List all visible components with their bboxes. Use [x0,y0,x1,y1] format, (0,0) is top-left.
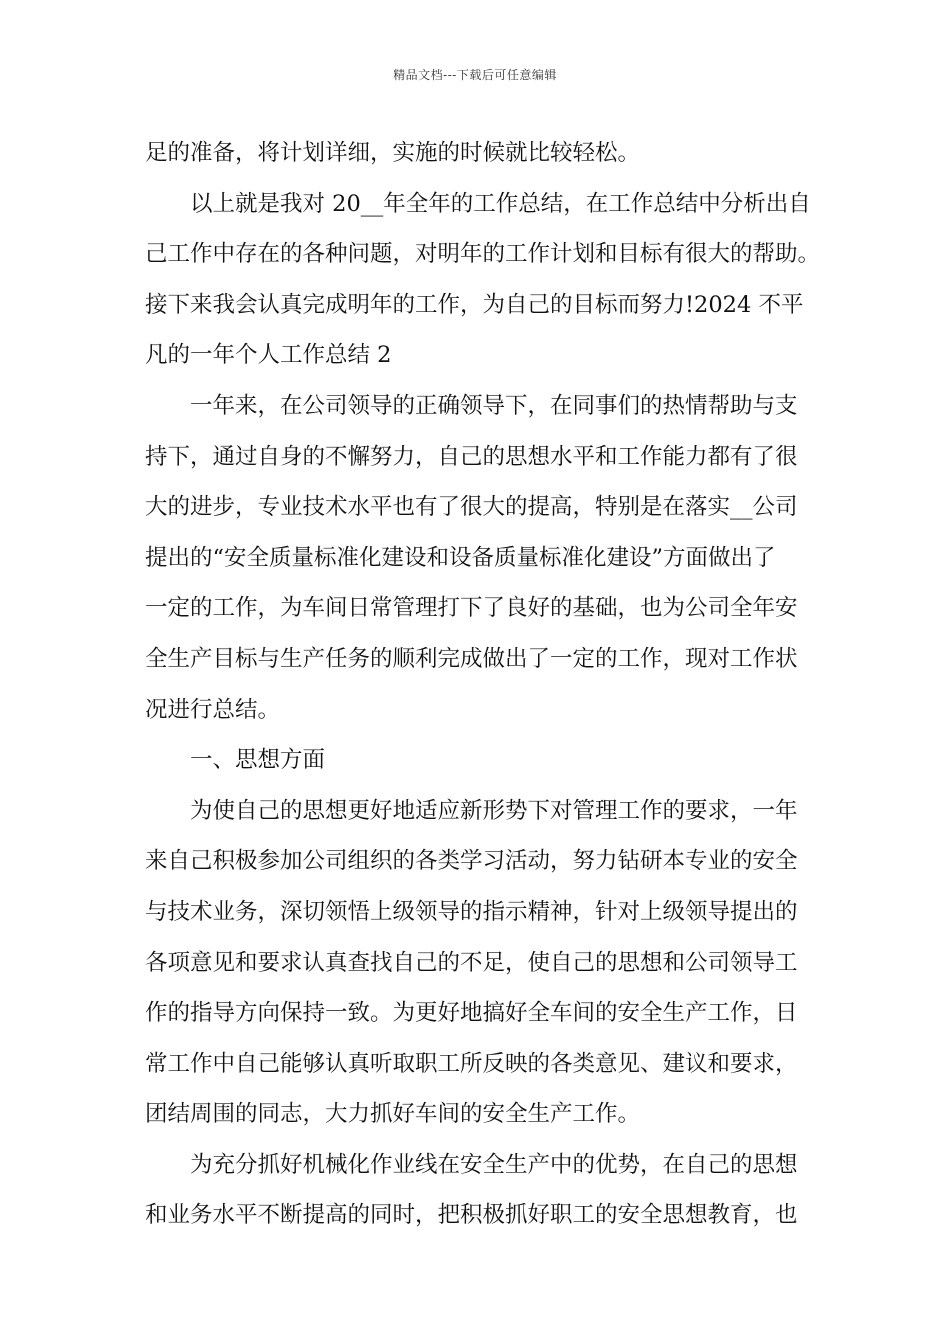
paragraph-start-line: 一年来，在公司领导的正确领导下，在同事们的热情帮助与支 [190,392,798,419]
text-line: 全生产目标与生产任务的顺利完成做出了一定的工作，现对工作状 [145,645,798,672]
text-line: 凡的一年个人工作总结 2 [145,342,392,369]
section-heading: 一、思想方面 [190,747,326,774]
paragraph-start-line: 为使自己的思想更好地适应新形势下对管理工作的要求，一年 [190,797,798,824]
text-line: 一定的工作，为车间日常管理打下了良好的基础，也为公司全年安 [145,595,798,622]
text-line: 与技术业务，深切领悟上级领导的指示精神，针对上级领导提出的 [145,898,798,925]
text-line: 和业务水平不断提高的同时，把积极抓好职工的安全思想教育，也 [145,1202,798,1229]
text-line: 己工作中存在的各种问题，对明年的工作计划和目标有很大的帮助。 [145,241,821,268]
paragraph-start-line: 为充分抓好机械化作业线在安全生产中的优势，在自己的思想 [190,1151,798,1178]
text-line: 各项意见和要求认真查找自己的不足，使自己的思想和公司领导工 [145,949,798,976]
text-line: 提出的“安全质量标准化建设和设备质量标准化建设”方面做出了 [145,544,776,571]
text-line: 持下，通过自身的不懈努力，自己的思想水平和工作能力都有了很 [145,443,798,470]
page-header: 精品文档---下载后可任意编辑 [393,68,557,82]
text-line: 大的进步，专业技术水平也有了很大的提高，特别是在落实__公司 [145,494,798,521]
document-body [145,128,821,1241]
text-line: 来自己积极参加公司组织的各类学习活动，努力钻研本专业的安全 [145,848,798,875]
paragraph-start-line: 以上就是我对 20__年全年的工作总结，在工作总结中分析出自 [190,190,811,217]
text-line: 接下来我会认真完成明年的工作，为自己的目标而努力!2024 不平 [145,291,804,318]
text-line: 作的指导方向保持一致。为更好地搞好全车间的安全生产工作，日 [145,1000,798,1027]
text-line: 况进行总结。 [145,696,281,723]
text-line: 常工作中自己能够认真听取职工所反映的各类意见、建议和要求， [145,1050,798,1077]
text-line: 足的准备，将计划详细，实施的时候就比较轻松。 [145,140,641,166]
text-line: 团结周围的同志，大力抓好车间的安全生产工作。 [145,1101,641,1128]
